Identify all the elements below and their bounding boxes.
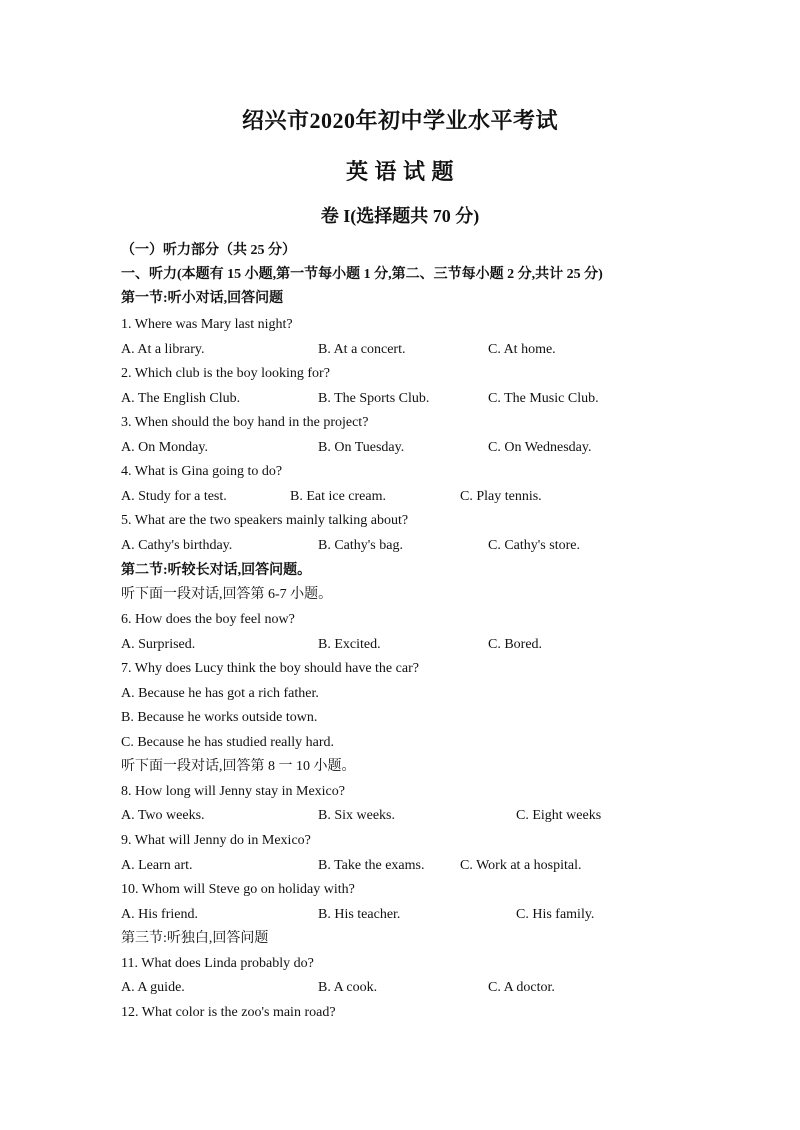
question-12: 12. What color is the zoo's main road? xyxy=(121,1005,336,1020)
q11-option-c: C. A doctor. xyxy=(488,980,555,995)
q3-option-b: B. On Tuesday. xyxy=(318,440,405,455)
q4-option-c: C. Play tennis. xyxy=(460,489,542,504)
part-heading: （一）听力部分（共 25 分） xyxy=(121,243,296,258)
q8-option-c: C. Eight weeks xyxy=(516,808,602,823)
question-10: 10. Whom will Steve go on holiday with? xyxy=(121,882,355,897)
question-3: 3. When should the boy hand in the project? xyxy=(121,415,369,430)
question-9: 9. What will Jenny do in Mexico? xyxy=(121,833,311,848)
q1-option-b: B. At a concert. xyxy=(318,342,406,357)
q7-option-c: C. Because he has studied really hard. xyxy=(121,735,335,750)
q7-option-b: B. Because he works outside town. xyxy=(121,710,318,725)
q9-option-b: B. Take the exams. xyxy=(318,858,425,873)
question-5: 5. What are the two speakers mainly talking about? xyxy=(121,513,409,528)
section-2-note-1: 听下面一段对话,回答第 6-7 小题。 xyxy=(121,587,333,602)
q1-option-c: C. At home. xyxy=(488,342,556,357)
q2-option-a: A. The English Club. xyxy=(121,391,241,406)
question-7: 7. Why does Lucy think the boy should have the car? xyxy=(121,661,419,676)
q10-option-c: C. His family. xyxy=(516,907,595,922)
question-1: 1. Where was Mary last night? xyxy=(121,317,293,332)
q1-option-a: A. At a library. xyxy=(121,342,205,357)
section-3-heading: 第三节:听独白,回答问题 xyxy=(121,931,269,946)
q2-option-c: C. The Music Club. xyxy=(488,391,599,406)
q8-option-b: B. Six weeks. xyxy=(318,808,395,823)
section-2-heading: 第二节:听较长对话,回答问题。 xyxy=(121,563,312,578)
exam-title: 绍兴市2020年初中学业水平考试 xyxy=(241,108,558,133)
q9-option-a: A. Learn art. xyxy=(121,858,193,873)
listening-instruction: 一、听力(本题有 15 小题,第一节每小题 1 分,第二、三节每小题 2 分,共计 25 分) xyxy=(121,267,603,282)
q8-option-a: A. Two weeks. xyxy=(121,808,205,823)
q9-option-c: C. Work at a hospital. xyxy=(460,858,582,873)
q6-option-c: C. Bored. xyxy=(488,637,543,652)
volume-title: 卷 I(选择题共 70 分) xyxy=(320,206,480,226)
section-1-heading: 第一节:听小对话,回答问题 xyxy=(121,291,284,306)
section-2-note-2: 听下面一段对话,回答第 8 一 10 小题。 xyxy=(121,759,356,774)
q6-option-a: A. Surprised. xyxy=(121,637,196,652)
q4-option-a: A. Study for a test. xyxy=(121,489,227,504)
q11-option-b: B. A cook. xyxy=(318,980,378,995)
q10-option-a: A. His friend. xyxy=(121,907,198,922)
q5-option-c: C. Cathy's store. xyxy=(488,538,580,553)
q3-option-c: C. On Wednesday. xyxy=(488,440,592,455)
question-4: 4. What is Gina going to do? xyxy=(121,464,283,479)
q5-option-a: A. Cathy's birthday. xyxy=(121,538,233,553)
question-2: 2. Which club is the boy looking for? xyxy=(121,366,330,381)
question-11: 11. What does Linda probably do? xyxy=(121,956,314,971)
q5-option-b: B. Cathy's bag. xyxy=(318,538,403,553)
q7-option-a: A. Because he has got a rich father. xyxy=(121,686,319,701)
q10-option-b: B. His teacher. xyxy=(318,907,401,922)
question-8: 8. How long will Jenny stay in Mexico? xyxy=(121,784,345,799)
question-6: 6. How does the boy feel now? xyxy=(121,612,295,627)
subject-title: 英 语 试 题 xyxy=(345,159,454,184)
q6-option-b: B. Excited. xyxy=(318,637,381,652)
q2-option-b: B. The Sports Club. xyxy=(318,391,430,406)
q11-option-a: A. A guide. xyxy=(121,980,185,995)
q3-option-a: A. On Monday. xyxy=(121,440,208,455)
q4-option-b: B. Eat ice cream. xyxy=(290,489,387,504)
